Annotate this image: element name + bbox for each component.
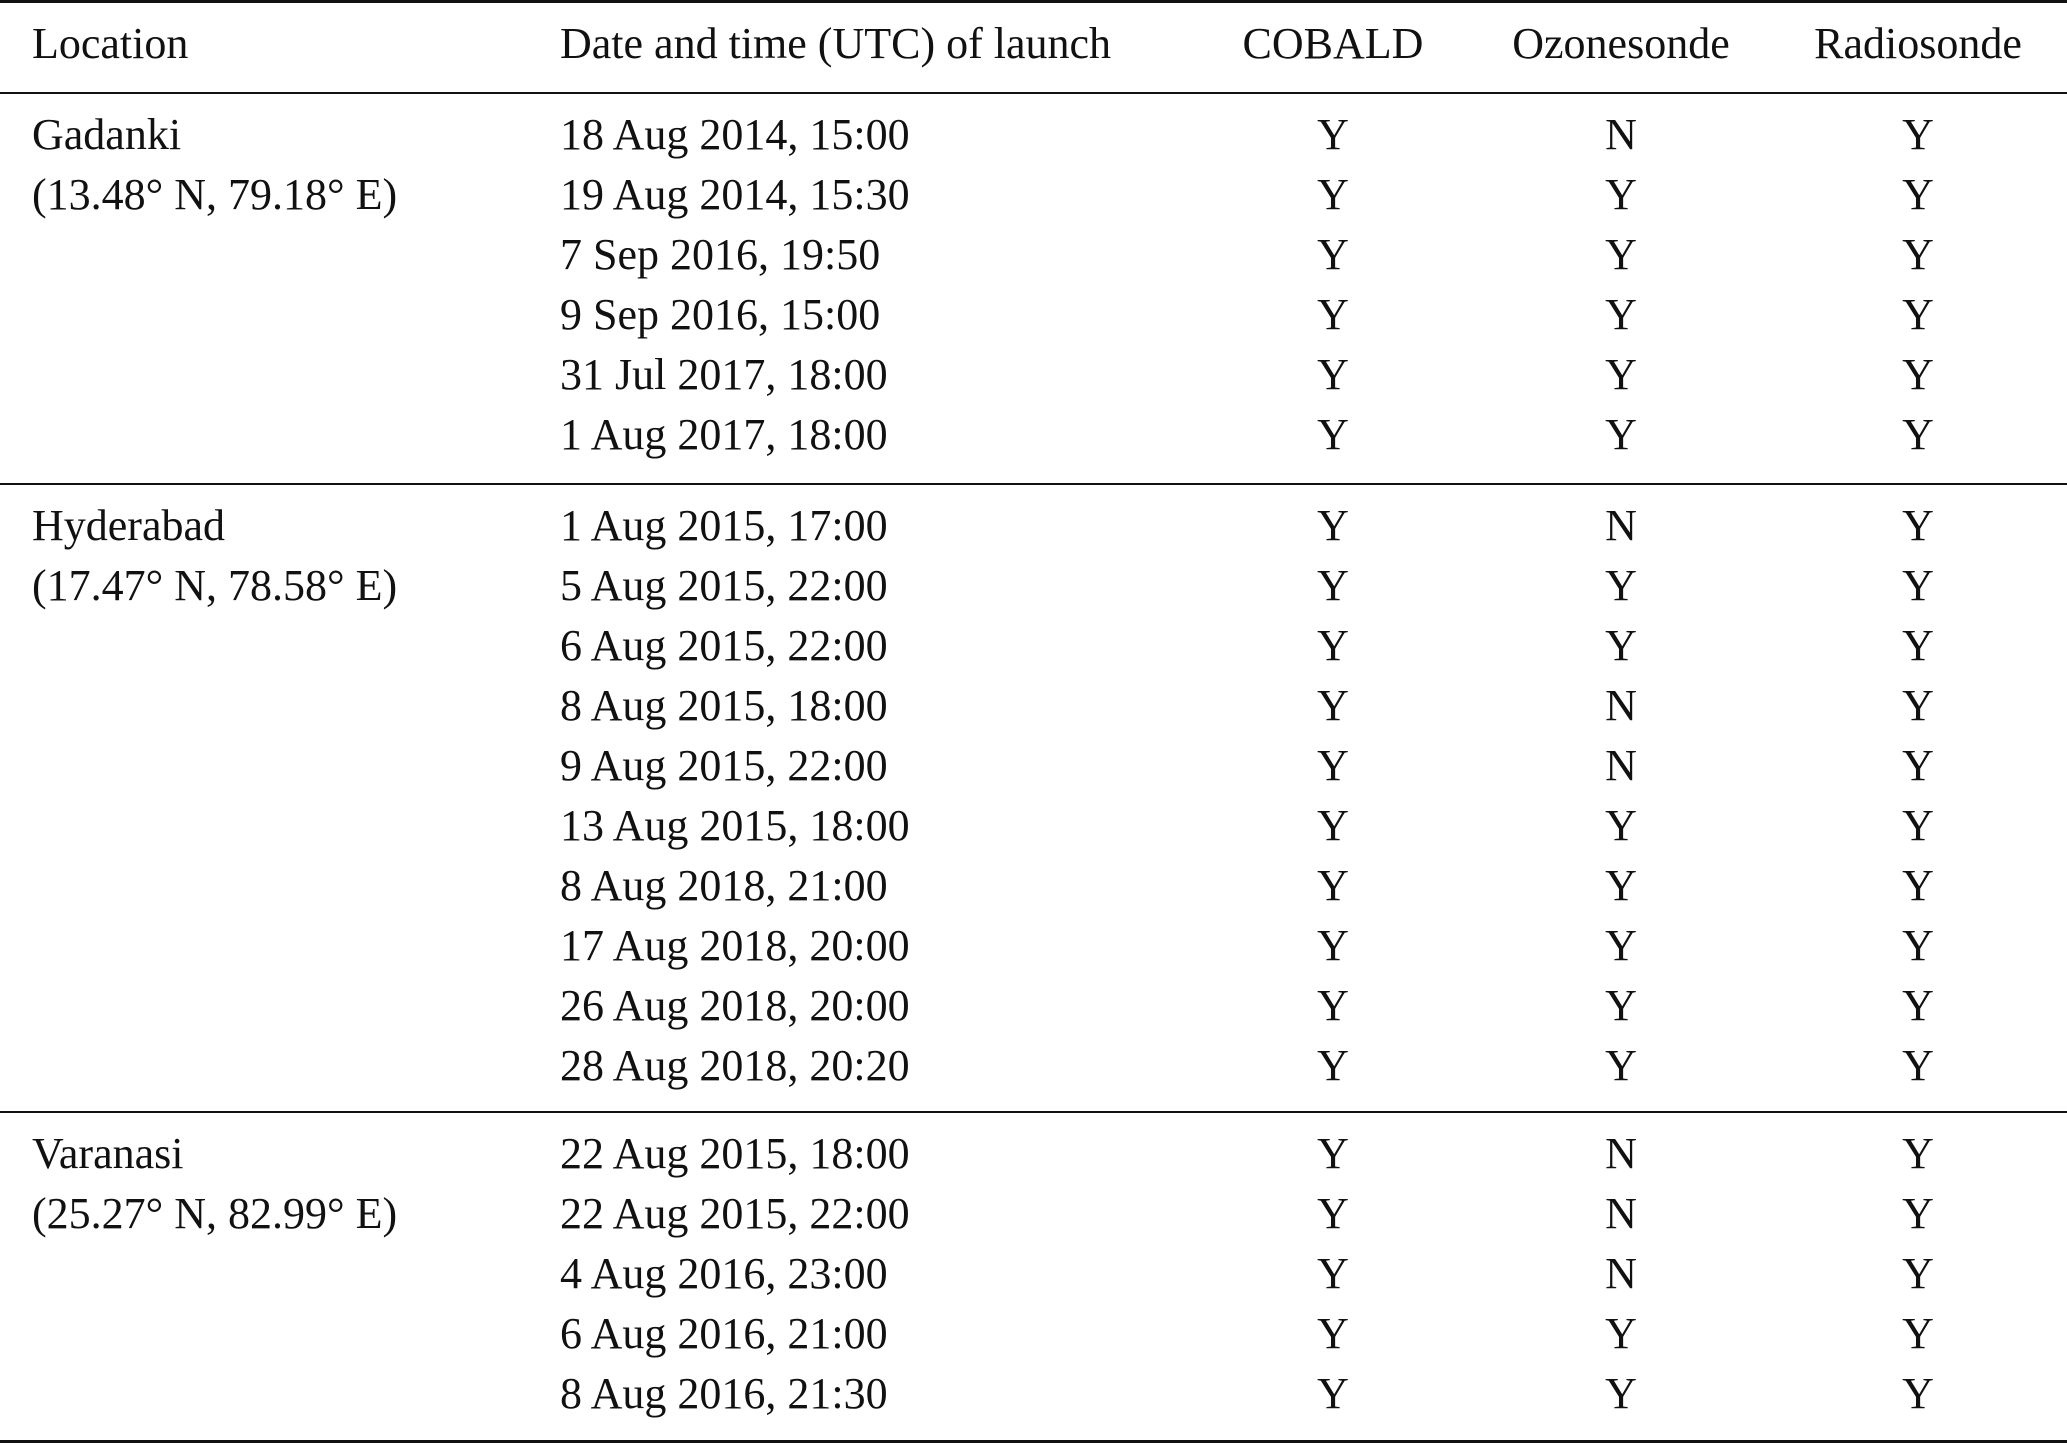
row-date: 8 Aug 2015, 18:00 <box>560 681 888 730</box>
row-radiosonde: Y <box>1902 801 1934 850</box>
row-radiosonde: Y <box>1902 741 1934 790</box>
row-ozonesonde: Y <box>1605 921 1637 970</box>
row-cobald: Y <box>1317 501 1349 550</box>
row-ozonesonde: N <box>1605 681 1637 730</box>
row-cobald: Y <box>1317 290 1349 339</box>
row-date: 9 Aug 2015, 22:00 <box>560 741 888 790</box>
row-ozonesonde: N <box>1605 110 1637 159</box>
row-ozonesonde: Y <box>1605 1041 1637 1090</box>
row-date: 7 Sep 2016, 19:50 <box>560 230 881 279</box>
row-date: 19 Aug 2014, 15:30 <box>560 170 910 219</box>
row-cobald: Y <box>1317 741 1349 790</box>
header-date: Date and time (UTC) of launch <box>560 19 1112 68</box>
row-cobald: Y <box>1317 801 1349 850</box>
location-coords: (17.47° N, 78.58° E) <box>32 561 398 610</box>
row-radiosonde: Y <box>1902 230 1934 279</box>
row-ozonesonde: Y <box>1605 801 1637 850</box>
row-date: 13 Aug 2015, 18:00 <box>560 801 910 850</box>
bottom-rule <box>0 1440 2067 1443</box>
group-rule <box>0 1111 2067 1113</box>
row-ozonesonde: Y <box>1605 1309 1637 1358</box>
row-radiosonde: Y <box>1902 1129 1934 1178</box>
row-ozonesonde: Y <box>1605 561 1637 610</box>
header-radiosonde: Radiosonde <box>1814 19 2022 68</box>
row-ozonesonde: Y <box>1605 290 1637 339</box>
header-location: Location <box>32 19 189 68</box>
row-radiosonde: Y <box>1902 981 1934 1030</box>
row-radiosonde: Y <box>1902 1041 1934 1090</box>
row-date: 8 Aug 2016, 21:30 <box>560 1369 888 1418</box>
row-cobald: Y <box>1317 410 1349 459</box>
row-ozonesonde: N <box>1605 741 1637 790</box>
row-date: 1 Aug 2015, 17:00 <box>560 501 888 550</box>
row-ozonesonde: Y <box>1605 410 1637 459</box>
row-radiosonde: Y <box>1902 1249 1934 1298</box>
row-cobald: Y <box>1317 110 1349 159</box>
location-coords: (13.48° N, 79.18° E) <box>32 170 398 219</box>
row-ozonesonde: Y <box>1605 230 1637 279</box>
row-cobald: Y <box>1317 1249 1349 1298</box>
row-radiosonde: Y <box>1902 170 1934 219</box>
row-cobald: Y <box>1317 621 1349 670</box>
row-ozonesonde: N <box>1605 1189 1637 1238</box>
row-cobald: Y <box>1317 681 1349 730</box>
row-radiosonde: Y <box>1902 861 1934 910</box>
row-date: 1 Aug 2017, 18:00 <box>560 410 888 459</box>
row-radiosonde: Y <box>1902 681 1934 730</box>
group-rule <box>0 483 2067 485</box>
row-ozonesonde: N <box>1605 1129 1637 1178</box>
row-cobald: Y <box>1317 561 1349 610</box>
row-date: 8 Aug 2018, 21:00 <box>560 861 888 910</box>
row-cobald: Y <box>1317 230 1349 279</box>
row-date: 18 Aug 2014, 15:00 <box>560 110 910 159</box>
row-date: 26 Aug 2018, 20:00 <box>560 981 910 1030</box>
row-radiosonde: Y <box>1902 621 1934 670</box>
row-radiosonde: Y <box>1902 110 1934 159</box>
row-radiosonde: Y <box>1902 921 1934 970</box>
row-date: 31 Jul 2017, 18:00 <box>560 350 888 399</box>
location-name: Varanasi <box>32 1129 184 1178</box>
location-coords: (25.27° N, 82.99° E) <box>32 1189 398 1238</box>
row-date: 6 Aug 2015, 22:00 <box>560 621 888 670</box>
row-ozonesonde: Y <box>1605 621 1637 670</box>
row-radiosonde: Y <box>1902 1189 1934 1238</box>
row-cobald: Y <box>1317 170 1349 219</box>
row-radiosonde: Y <box>1902 561 1934 610</box>
top-rule <box>0 0 2067 3</box>
row-date: 28 Aug 2018, 20:20 <box>560 1041 910 1090</box>
row-ozonesonde: Y <box>1605 981 1637 1030</box>
row-cobald: Y <box>1317 1189 1349 1238</box>
row-cobald: Y <box>1317 921 1349 970</box>
row-ozonesonde: Y <box>1605 170 1637 219</box>
row-cobald: Y <box>1317 1129 1349 1178</box>
row-cobald: Y <box>1317 861 1349 910</box>
row-radiosonde: Y <box>1902 1369 1934 1418</box>
row-radiosonde: Y <box>1902 350 1934 399</box>
row-date: 22 Aug 2015, 18:00 <box>560 1129 910 1178</box>
row-cobald: Y <box>1317 1309 1349 1358</box>
header-ozonesonde: Ozonesonde <box>1512 19 1730 68</box>
header-cobald: COBALD <box>1242 19 1424 68</box>
row-radiosonde: Y <box>1902 501 1934 550</box>
row-date: 6 Aug 2016, 21:00 <box>560 1309 888 1358</box>
row-radiosonde: Y <box>1902 1309 1934 1358</box>
row-radiosonde: Y <box>1902 410 1934 459</box>
row-ozonesonde: Y <box>1605 861 1637 910</box>
row-ozonesonde: Y <box>1605 1369 1637 1418</box>
row-date: 9 Sep 2016, 15:00 <box>560 290 881 339</box>
header-rule <box>0 92 2067 94</box>
row-cobald: Y <box>1317 350 1349 399</box>
row-date: 17 Aug 2018, 20:00 <box>560 921 910 970</box>
row-cobald: Y <box>1317 981 1349 1030</box>
row-cobald: Y <box>1317 1041 1349 1090</box>
row-date: 5 Aug 2015, 22:00 <box>560 561 888 610</box>
row-radiosonde: Y <box>1902 290 1934 339</box>
row-ozonesonde: Y <box>1605 350 1637 399</box>
row-ozonesonde: N <box>1605 1249 1637 1298</box>
row-cobald: Y <box>1317 1369 1349 1418</box>
row-date: 4 Aug 2016, 23:00 <box>560 1249 888 1298</box>
row-ozonesonde: N <box>1605 501 1637 550</box>
location-name: Gadanki <box>32 110 182 159</box>
row-date: 22 Aug 2015, 22:00 <box>560 1189 910 1238</box>
location-name: Hyderabad <box>32 501 226 550</box>
